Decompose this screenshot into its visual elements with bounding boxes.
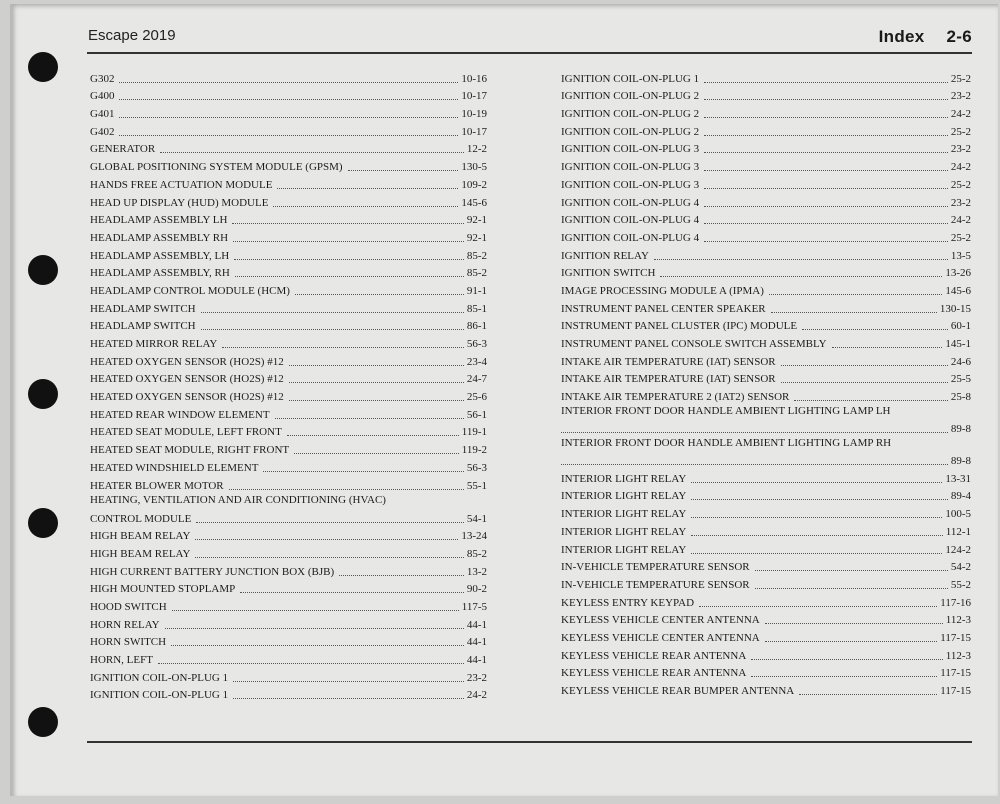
entry-name: IMAGE PROCESSING MODULE A (IPMA): [561, 284, 764, 297]
dot-leader: [287, 434, 459, 436]
dot-leader: [691, 516, 942, 518]
page-number: 2-6: [946, 27, 972, 46]
entry-page: 117-5: [461, 600, 487, 613]
dot-leader: [233, 680, 464, 682]
dot-leader: [751, 658, 942, 660]
entry-name: KEYLESS VEHICLE CENTER ANTENNA: [561, 631, 760, 644]
index-entry: [561, 245, 971, 263]
index-entry: [90, 351, 487, 369]
entry-name: INTAKE AIR TEMPERATURE (IAT) SENSOR: [561, 373, 776, 386]
dot-leader: [771, 311, 937, 313]
header-rule: [87, 52, 972, 54]
index-entry: [561, 503, 971, 521]
index-entry: [90, 614, 487, 632]
entry-name: KEYLESS VEHICLE REAR ANTENNA: [561, 649, 747, 662]
entry-page: 117-15: [940, 667, 971, 680]
entry-name: KEYLESS VEHICLE CENTER ANTENNA: [561, 614, 760, 627]
entry-page: 13-5: [950, 249, 971, 262]
dot-leader: [755, 587, 948, 589]
entry-name: G302: [90, 72, 115, 85]
dot-leader: [295, 293, 464, 295]
entry-name: HEATED OXYGEN SENSOR (HO2S) #12: [90, 373, 284, 386]
entry-page: 54-1: [466, 512, 487, 525]
dot-leader: [119, 81, 458, 83]
entry-page: 23-2: [950, 143, 971, 156]
index-entry: [561, 436, 971, 468]
entry-page: 10-16: [461, 72, 487, 85]
index-entry: [561, 227, 971, 245]
entry-name: IGNITION COIL-ON-PLUG 1: [90, 689, 229, 702]
dot-leader: [222, 346, 464, 348]
dot-leader: [195, 556, 463, 558]
entry-page: 112-3: [945, 614, 971, 627]
entry-name: HIGH CURRENT BATTERY JUNCTION BOX (BJB): [90, 565, 335, 578]
entry-page: 24-2: [466, 689, 487, 702]
index-entry: [90, 245, 487, 263]
dot-leader: [704, 169, 948, 171]
index-entry: [561, 557, 971, 575]
dot-leader: [289, 381, 464, 383]
dot-leader: [233, 240, 464, 242]
entry-page: 23-2: [950, 90, 971, 103]
entry-name: HIGH MOUNTED STOPLAMP: [90, 583, 236, 596]
index-entry: [561, 139, 971, 157]
entry-page: 25-8: [950, 391, 971, 404]
dot-leader: [232, 222, 463, 224]
entry-page: 44-1: [466, 618, 487, 631]
entry-page: 89-4: [950, 490, 971, 503]
entry-page: 24-2: [950, 108, 971, 121]
entry-name: HEADLAMP ASSEMBLY LH: [90, 214, 228, 227]
dot-leader: [339, 574, 464, 576]
entry-name: HORN RELAY: [90, 618, 160, 631]
entry-name: IGNITION COIL-ON-PLUG 1: [90, 671, 229, 684]
entry-name: HEADLAMP ASSEMBLY, LH: [90, 249, 230, 262]
dot-leader: [561, 463, 948, 465]
entry-page: 25-2: [950, 231, 971, 244]
dot-leader: [654, 258, 948, 260]
entry-page: 86-1: [466, 320, 487, 333]
binder-hole: [28, 255, 58, 285]
index-entry: [561, 468, 971, 486]
entry-page: 91-1: [466, 284, 487, 297]
entry-name: INTERIOR FRONT DOOR HANDLE AMBIENT LIGHTING LAMP LH: [561, 405, 891, 418]
entry-name: INTERIOR LIGHT RELAY: [561, 490, 687, 503]
dot-leader: [294, 452, 459, 454]
index-entry: [561, 68, 971, 86]
entry-page: 112-1: [945, 525, 971, 538]
dot-leader: [233, 697, 464, 699]
entry-name: KEYLESS ENTRY KEYPAD: [561, 596, 695, 609]
index-entry: [561, 192, 971, 210]
dot-leader: [275, 417, 464, 419]
index-entry: [90, 404, 487, 422]
dot-leader: [832, 346, 943, 348]
page-heading: [879, 27, 972, 47]
entry-page: 25-2: [950, 125, 971, 138]
entry-name: KEYLESS VEHICLE REAR BUMPER ANTENNA: [561, 685, 795, 697]
index-entry: [561, 298, 971, 316]
entry-page: 24-7: [466, 373, 487, 386]
entry-name: HOOD SWITCH: [90, 600, 167, 613]
index-entry: [90, 649, 487, 667]
entry-name: G402: [90, 125, 115, 138]
dot-leader: [273, 205, 458, 207]
entry-name: HORN, LEFT: [90, 654, 153, 666]
entry-name: HEATED SEAT MODULE, RIGHT FRONT: [90, 444, 290, 457]
entry-name: HEADLAMP ASSEMBLY RH: [90, 231, 229, 244]
index-entry: [561, 121, 971, 139]
dot-leader: [263, 470, 463, 472]
index-entry: [90, 174, 487, 192]
entry-name: INTERIOR FRONT DOOR HANDLE AMBIENT LIGHTING LAMP RH: [561, 437, 892, 450]
dot-leader: [119, 98, 458, 100]
index-entry: [561, 103, 971, 121]
index-entry: [90, 493, 487, 526]
entry-page: 13-26: [945, 267, 971, 280]
entry-name: HEATED OXYGEN SENSOR (HO2S) #12: [90, 355, 284, 368]
index-entry: [90, 439, 487, 457]
index-entry: [90, 68, 487, 86]
entry-page: 145-1: [945, 338, 971, 350]
dot-leader: [751, 675, 937, 677]
entry-name: IGNITION COIL-ON-PLUG 4: [561, 214, 700, 227]
index-column-left: [90, 68, 487, 702]
entry-name: IGNITION COIL-ON-PLUG 3: [561, 161, 700, 174]
entry-name: HEATED OXYGEN SENSOR (HO2S) #12: [90, 391, 284, 404]
index-entry: [90, 685, 487, 703]
dot-leader: [660, 275, 942, 277]
entry-name: IGNITION COIL-ON-PLUG 1: [561, 72, 700, 85]
index-entry: [561, 280, 971, 298]
index-entry: [561, 210, 971, 228]
index-entry: [90, 579, 487, 597]
index-entry: [561, 610, 971, 628]
entry-page: 24-2: [950, 161, 971, 174]
dot-leader: [704, 98, 948, 100]
dot-leader: [561, 431, 948, 433]
index-entry: [561, 86, 971, 104]
entry-page: 55-1: [466, 479, 487, 492]
binder-hole: [28, 707, 58, 737]
index-entry: [90, 369, 487, 387]
entry-page: 85-2: [466, 547, 487, 560]
index-entry: [90, 316, 487, 334]
index-entry: [90, 457, 487, 475]
dot-leader: [119, 134, 458, 136]
index-entry: [90, 121, 487, 139]
entry-page: 89-8: [950, 423, 971, 436]
entry-name: IGNITION COIL-ON-PLUG 2: [561, 90, 700, 103]
entry-name: IN-VEHICLE TEMPERATURE SENSOR: [561, 561, 750, 574]
entry-page: 117-15: [940, 685, 971, 697]
entry-name: HIGH BEAM RELAY: [90, 547, 191, 560]
index-entry: [90, 543, 487, 561]
entry-name: HEATED REAR WINDOW ELEMENT: [90, 408, 270, 421]
entry-name: INSTRUMENT PANEL CLUSTER (IPC) MODULE: [561, 320, 798, 333]
entry-page: 85-2: [466, 249, 487, 262]
dot-leader: [160, 151, 464, 153]
entry-name: GENERATOR: [90, 143, 156, 156]
entry-line: [561, 421, 971, 436]
dot-leader: [119, 116, 458, 118]
index-entry: [90, 561, 487, 579]
entry-page: 13-24: [461, 530, 487, 543]
index-entry: [561, 486, 971, 504]
entry-page: 25-2: [950, 178, 971, 191]
index-entry: [561, 539, 971, 557]
entry-page: 10-17: [461, 90, 487, 103]
entry-page: 145-6: [945, 284, 971, 297]
dot-leader: [691, 481, 942, 483]
entry-name: INSTRUMENT PANEL CONSOLE SWITCH ASSEMBLY: [561, 338, 827, 350]
index-entry: [90, 139, 487, 157]
entry-name: HANDS FREE ACTUATION MODULE: [90, 178, 273, 191]
entry-page: 85-1: [466, 302, 487, 315]
dot-leader: [196, 521, 463, 523]
index-entry: [561, 156, 971, 174]
entry-name: HEATED SEAT MODULE, LEFT FRONT: [90, 426, 282, 439]
entry-name: HEATED WINDSHIELD ELEMENT: [90, 461, 259, 474]
index-entry: [90, 263, 487, 281]
index-entry: [561, 521, 971, 539]
entry-page: 23-4: [466, 355, 487, 368]
entry-page: 119-1: [461, 426, 487, 439]
entry-name: HEAD UP DISPLAY (HUD) MODULE: [90, 196, 269, 209]
entry-name: HEADLAMP SWITCH: [90, 320, 196, 333]
entry-name: INSTRUMENT PANEL CENTER SPEAKER: [561, 302, 766, 315]
entry-name: IGNITION COIL-ON-PLUG 4: [561, 196, 700, 209]
entry-page: 13-2: [466, 565, 487, 578]
entry-page: 25-5: [950, 373, 971, 386]
dot-leader: [704, 187, 948, 189]
index-entry: [561, 333, 971, 351]
index-entry: [561, 680, 971, 698]
entry-name: INTERIOR LIGHT RELAY: [561, 508, 687, 521]
dot-leader: [158, 662, 464, 664]
dot-leader: [794, 399, 947, 401]
entry-page: 130-15: [939, 302, 971, 315]
dot-leader: [195, 538, 458, 540]
entry-name: HEADLAMP ASSEMBLY, RH: [90, 267, 230, 280]
entry-page: 44-1: [466, 654, 487, 666]
index-entry: [561, 316, 971, 334]
dot-leader: [171, 644, 464, 646]
entry-name: IGNITION SWITCH: [561, 267, 656, 280]
index-entry: [90, 103, 487, 121]
entry-page: 124-2: [945, 543, 971, 556]
index-entry: [561, 663, 971, 681]
index-entry: [90, 475, 487, 493]
entry-page: 24-6: [950, 355, 971, 368]
index-entry: [90, 210, 487, 228]
dot-leader: [691, 534, 942, 536]
entry-line: [90, 509, 487, 526]
index-entry: [561, 369, 971, 387]
index-entry: [561, 174, 971, 192]
index-entry: [90, 667, 487, 685]
dot-leader: [201, 311, 464, 313]
entry-page: 145-6: [461, 196, 487, 209]
entry-page: 10-19: [461, 108, 487, 121]
index-entry: [90, 386, 487, 404]
index-entry: [561, 263, 971, 281]
dot-leader: [201, 328, 464, 330]
footer-rule: [87, 741, 972, 743]
entry-page: 56-3: [466, 338, 487, 350]
dot-leader: [172, 609, 459, 611]
entry-name: HEADLAMP CONTROL MODULE (HCM): [90, 284, 290, 297]
dot-leader: [704, 134, 948, 136]
index-entry: [561, 351, 971, 369]
dot-leader: [704, 240, 948, 242]
entry-name: GLOBAL POSITIONING SYSTEM MODULE (GPSM): [90, 161, 343, 174]
index-entry: [90, 596, 487, 614]
entry-name: INTERIOR LIGHT RELAY: [561, 525, 687, 538]
entry-name: IGNITION COIL-ON-PLUG 4: [561, 231, 700, 244]
index-entry: [90, 632, 487, 650]
dot-leader: [229, 488, 464, 490]
index-entry: [561, 574, 971, 592]
dot-leader: [704, 116, 948, 118]
index-entry: [90, 526, 487, 544]
entry-page: 56-3: [466, 461, 487, 474]
dot-leader: [240, 591, 464, 593]
entry-page: 25-2: [950, 72, 971, 85]
index-entry: [561, 592, 971, 610]
entry-page: 109-2: [461, 178, 487, 191]
dot-leader: [769, 293, 942, 295]
section-name: Index: [878, 27, 925, 46]
dot-leader: [704, 222, 948, 224]
dot-leader: [755, 569, 948, 571]
entry-name: IGNITION COIL-ON-PLUG 3: [561, 143, 700, 156]
dot-leader: [799, 693, 937, 695]
index-entry: [90, 333, 487, 351]
index-entry: [90, 192, 487, 210]
entry-name: HEADLAMP SWITCH: [90, 302, 196, 315]
index-entry: [90, 86, 487, 104]
dot-leader: [348, 169, 459, 171]
dot-leader: [704, 205, 948, 207]
entry-page: 55-2: [950, 578, 971, 591]
entry-name: HEATED MIRROR RELAY: [90, 338, 218, 350]
entry-name: IGNITION COIL-ON-PLUG 2: [561, 108, 700, 121]
index-entry: [561, 645, 971, 663]
dot-leader: [691, 552, 942, 554]
index-entry: [90, 298, 487, 316]
index-entry: [561, 627, 971, 645]
dot-leader: [235, 275, 464, 277]
dot-leader: [289, 399, 464, 401]
dot-leader: [765, 622, 943, 624]
entry-page: 24-2: [950, 214, 971, 227]
entry-page: 56-1: [466, 408, 487, 421]
book-title: Escape 2019: [88, 27, 176, 44]
entry-name: IN-VEHICLE TEMPERATURE SENSOR: [561, 578, 750, 591]
dot-leader: [289, 364, 464, 366]
index-entry: [90, 227, 487, 245]
entry-page: 112-3: [945, 649, 971, 662]
entry-page: 23-2: [466, 671, 487, 684]
entry-name: IGNITION COIL-ON-PLUG 3: [561, 178, 700, 191]
entry-name: INTERIOR LIGHT RELAY: [561, 472, 687, 485]
entry-page: 85-2: [466, 267, 487, 280]
dot-leader: [704, 151, 948, 153]
entry-page: 92-1: [466, 231, 487, 244]
index-entry: [90, 280, 487, 298]
entry-name: HEATING, VENTILATION AND AIR CONDITIONING (HVAC): [90, 493, 386, 506]
entry-name-continued: CONTROL MODULE: [90, 512, 192, 525]
entry-name: HEATER BLOWER MOTOR: [90, 479, 224, 492]
index-entry: [90, 422, 487, 440]
binder-hole: [28, 52, 58, 82]
entry-page: 23-2: [950, 196, 971, 209]
entry-name: IGNITION COIL-ON-PLUG 2: [561, 125, 700, 138]
dot-leader: [802, 328, 948, 330]
dot-leader: [234, 258, 464, 260]
dot-leader: [765, 640, 938, 642]
entry-page: 44-1: [466, 636, 487, 649]
entry-page: 54-2: [950, 561, 971, 574]
index-entry: [90, 156, 487, 174]
dot-leader: [691, 498, 948, 500]
dot-leader: [781, 364, 948, 366]
entry-page: 10-17: [461, 125, 487, 138]
dot-leader: [277, 187, 458, 189]
entry-name: G400: [90, 90, 115, 103]
entry-name: KEYLESS VEHICLE REAR ANTENNA: [561, 667, 747, 680]
entry-name: HIGH BEAM RELAY: [90, 530, 191, 543]
entry-page: 60-1: [950, 320, 971, 333]
dot-leader: [699, 605, 937, 607]
entry-page: 130-5: [461, 161, 487, 174]
entry-name: INTAKE AIR TEMPERATURE (IAT) SENSOR: [561, 355, 776, 368]
entry-page: 13-31: [945, 472, 971, 485]
entry-page: 117-15: [940, 631, 971, 644]
entry-page: 100-5: [945, 508, 971, 521]
entry-page: 90-2: [466, 583, 487, 596]
dot-leader: [704, 81, 948, 83]
dot-leader: [165, 627, 464, 629]
entry-name: IGNITION RELAY: [561, 249, 649, 262]
entry-page: 25-6: [466, 391, 487, 404]
entry-page: 119-2: [461, 444, 487, 457]
entry-name: INTERIOR LIGHT RELAY: [561, 543, 687, 556]
entry-page: 12-2: [466, 143, 487, 156]
index-entry: [561, 404, 971, 436]
binder-hole: [28, 508, 58, 538]
entry-page: 89-8: [950, 455, 971, 468]
binder-hole: [28, 379, 58, 409]
entry-name: INTAKE AIR TEMPERATURE 2 (IAT2) SENSOR: [561, 391, 790, 404]
entry-line: [561, 453, 971, 468]
entry-name: G401: [90, 108, 115, 121]
entry-page: 117-16: [940, 596, 971, 609]
index-column-right: [561, 68, 971, 698]
entry-page: 92-1: [466, 214, 487, 227]
dot-leader: [781, 381, 948, 383]
index-entry: [561, 386, 971, 404]
entry-name: HORN SWITCH: [90, 636, 167, 649]
